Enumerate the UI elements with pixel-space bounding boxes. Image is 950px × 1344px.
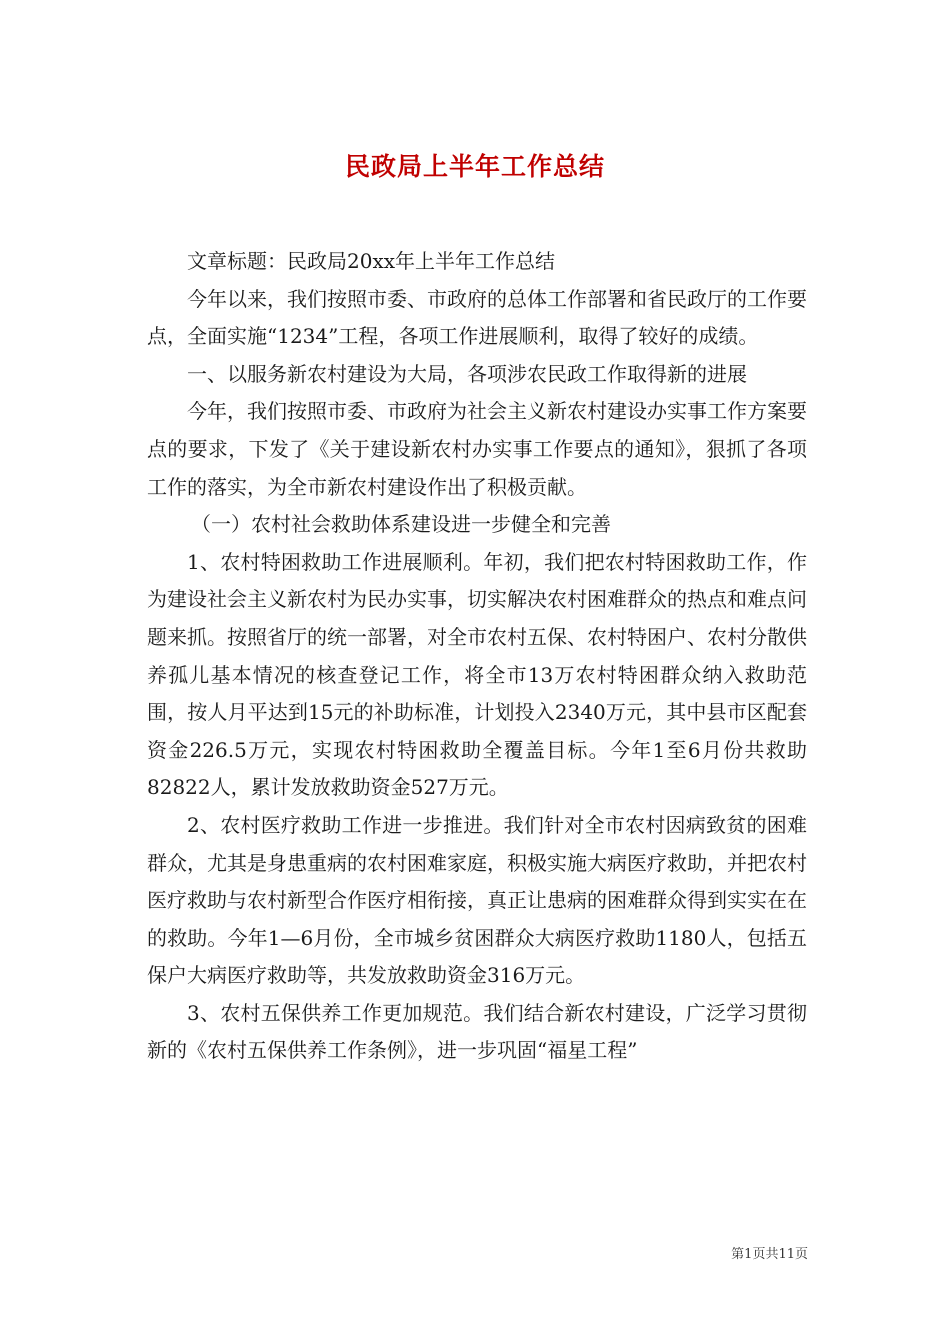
section-heading: 一、以服务新农村建设为大局，各项涉农民政工作取得新的进展 — [187, 361, 747, 386]
document-body — [147, 243, 807, 1070]
page-number: 第1页共11页 — [731, 1247, 808, 1262]
intro-paragraph: 今年以来，我们按照市委、市政府的总体工作部署和省民政厅的工作要点，全面实施“1234”工程，各项工作进展顺利，取得了较好的成绩。 — [147, 286, 807, 349]
body-paragraph: 1、农村特困救助工作进展顺利。年初，我们把农村特困救助工作，作为建设社会主义新农村为民办实事，切实解决农村困难群众的热点和难点问题来抓。按照省厅的统一部署，对全市农村五保、农村特困户、农村分散供养孤儿基本情况的核查登记工作，将全市13万农村特困群众纳入救助范围，按人月平达到15元的补助标准，计划投入2340万元，其中县市区配套资金226.5万元，实现农村特困救助全覆盖目标。今年1至6月份共救助82822人，累计发放救助资金527万元。 — [147, 549, 807, 800]
body-paragraph: 今年，我们按照市委、市政府为社会主义新农村建设办实事工作方案要点的要求，下发了《关于建设新农村办实事工作要点的通知》，狠抓了各项工作的落实，为全市新农村建设作出了积极贡献。 — [147, 399, 807, 499]
body-paragraph: 2、农村医疗救助工作进一步推进。我们针对全市农村因病致贫的困难群众，尤其是身患重病的农村困难家庭，积极实施大病医疗救助，并把农村医疗救助与农村新型合作医疗相衔接，真正让患病的困难群众得到实实在在的救助。今年1—6月份，全市城乡贫困群众大病医疗救助1180人，包括五保户大病医疗救助等，共发放救助资金316万元。 — [147, 812, 807, 988]
subsection-heading: （一）农村社会救助体系建设进一步健全和完善 — [191, 512, 611, 537]
body-paragraph: 3、农村五保供养工作更加规范。我们结合新农村建设，广泛学习贯彻新的《农村五保供养工作条例》，进一步巩固“福星工程” — [147, 1000, 807, 1063]
article-title-line: 文章标题：民政局20xx年上半年工作总结 — [187, 249, 556, 273]
page-title: 民政局上半年工作总结 — [344, 151, 605, 181]
